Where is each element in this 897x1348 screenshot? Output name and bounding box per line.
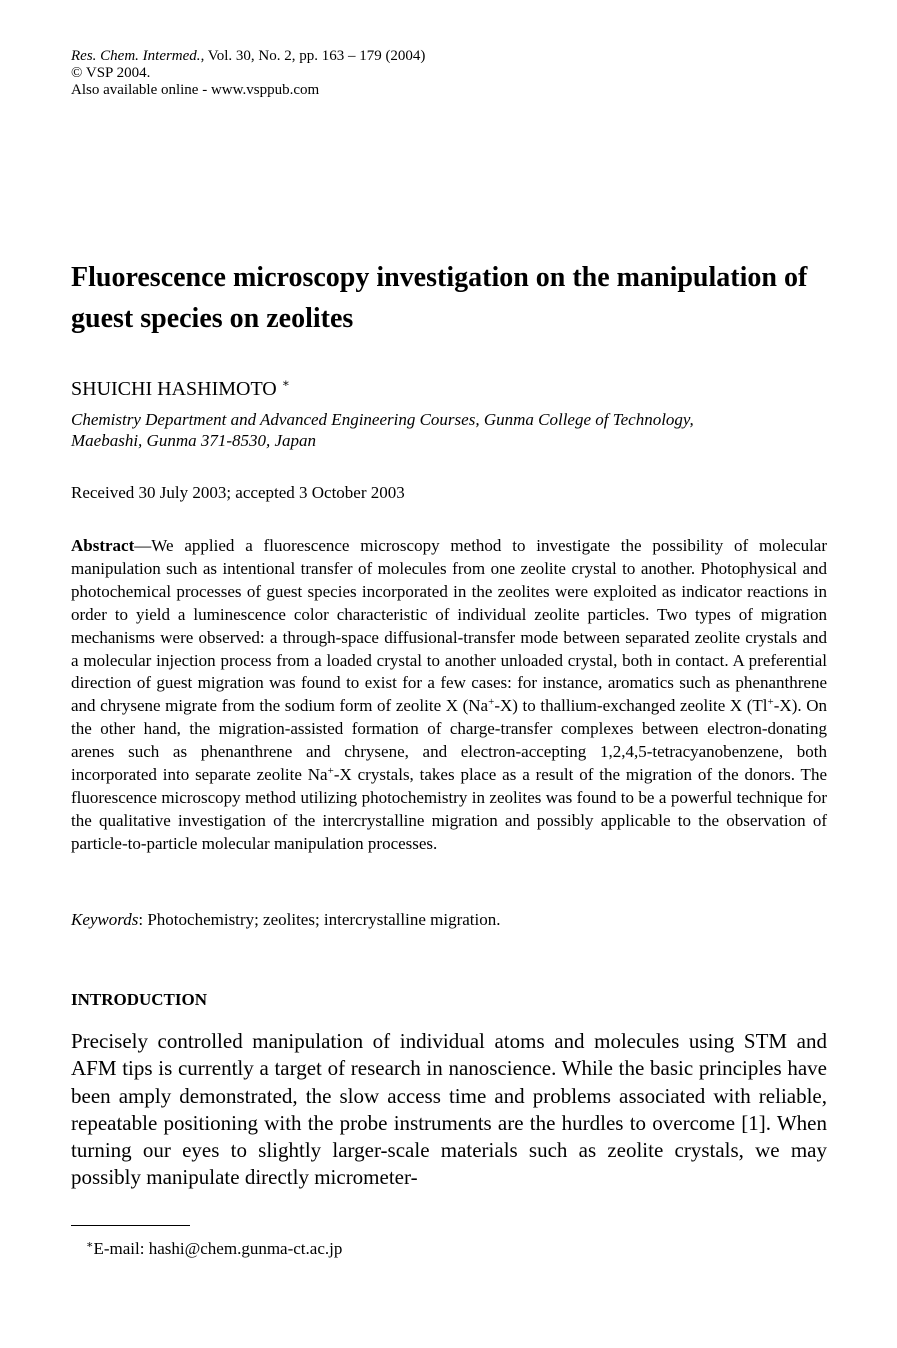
journal-header [71, 48, 425, 99]
abstract-text-part-2: -X) to thallium-exchanged zeolite X (Tl [494, 696, 768, 716]
copyright-line: © VSP 2004. [71, 65, 151, 81]
citation-line [71, 48, 425, 65]
affiliation [71, 409, 827, 451]
online-availability: Also available online - www.vsppub.com [71, 82, 320, 98]
section-heading-introduction: INTRODUCTION [71, 990, 208, 1009]
footnote-email: E-mail: hashi@chem.gunma-ct.ac.jp [93, 1239, 343, 1258]
abstract-text-part-3: -X). On the other hand, the migration-assisted formation of charge-transfer complexes between electron-donating arenes such as phenanthrene and chrysene, and electron-accepting 1,2,4,5-tetracyanobenzene, both incorporated into separate zeolite Na [71, 696, 827, 785]
keywords-label: Keywords [71, 910, 139, 929]
author-name: SHUICHI HASHIMOTO [71, 378, 277, 400]
received-dates: Received 30 July 2003; accepted 3 October 2003 [71, 483, 405, 502]
journal-name: Res. Chem. Intermed. [71, 48, 201, 64]
abstract [71, 535, 827, 856]
superscript-plus: + [488, 696, 495, 709]
citation-details: , Vol. 30, No. 2, pp. 163 – 179 (2004) [200, 48, 426, 64]
footnote-divider [71, 1225, 190, 1226]
affiliation-line-1: Chemistry Department and Advanced Engineering Courses, Gunma College of Technology, [71, 410, 694, 429]
author-footnote-mark: ∗ [281, 376, 290, 390]
footnote-mark: ∗ [86, 1239, 94, 1251]
abstract-text-part-1: —We applied a fluorescence microscopy method to investigate the possibility of molecular manipulation such as intentional transfer of molecules from one zeolite crystal to another. Photophysical and photochemical processes of guest species incorporated in the zeolites were exploited as indicator reactions in order to yield a luminescence color characteristic of individual zeolite particles. Two types of migration mechanisms were observed: a through-space diffusional-transfer mode between separated zeolite crystals and a molecular injection process from a loaded crystal to another unloaded crystal, both in contact. A preferential direction of guest migration was found to exist for a few cases: for instance, aromatics such as phenanthrene and chrysene migrate from the sodium form of zeolite X (Na [71, 536, 827, 716]
affiliation-line-2: Maebashi, Gunma 371-8530, Japan [71, 431, 317, 450]
keywords [71, 909, 501, 930]
abstract-text-part-4: -X crystals, takes place as a result of the migration of the donors. The fluorescence microscopy method utilizing photochemistry in zeolites was found to be a powerful technique for the qualitative investigation of the intercrystalline migration and possibly applicable to the observation of particle-to-particle molecular manipulation processes. [71, 765, 827, 853]
article-title: Fluorescence microscopy investigation on the manipulation of guest species on zeolites [71, 262, 808, 334]
superscript-plus: + [767, 696, 774, 709]
keywords-list: : Photochemistry; zeolites; intercrystalline migration. [138, 910, 501, 929]
superscript-plus: + [327, 765, 334, 778]
footnote [86, 1238, 342, 1259]
author-line [71, 377, 290, 401]
abstract-label: Abstract [71, 536, 135, 555]
introduction-paragraph: Precisely controlled manipulation of individual atoms and molecules using STM and AFM tips is currently a target of research in nanoscience. While the basic principles have been amply demonstrated, the slow access time and problems associated with reliable, repeatable positioning with the probe instruments are the hurdles to overcome [1]. When turning our eyes to slightly larger-scale materials such as zeolite crystals, we may possibly manipulate directly micrometer- [71, 1029, 827, 1190]
